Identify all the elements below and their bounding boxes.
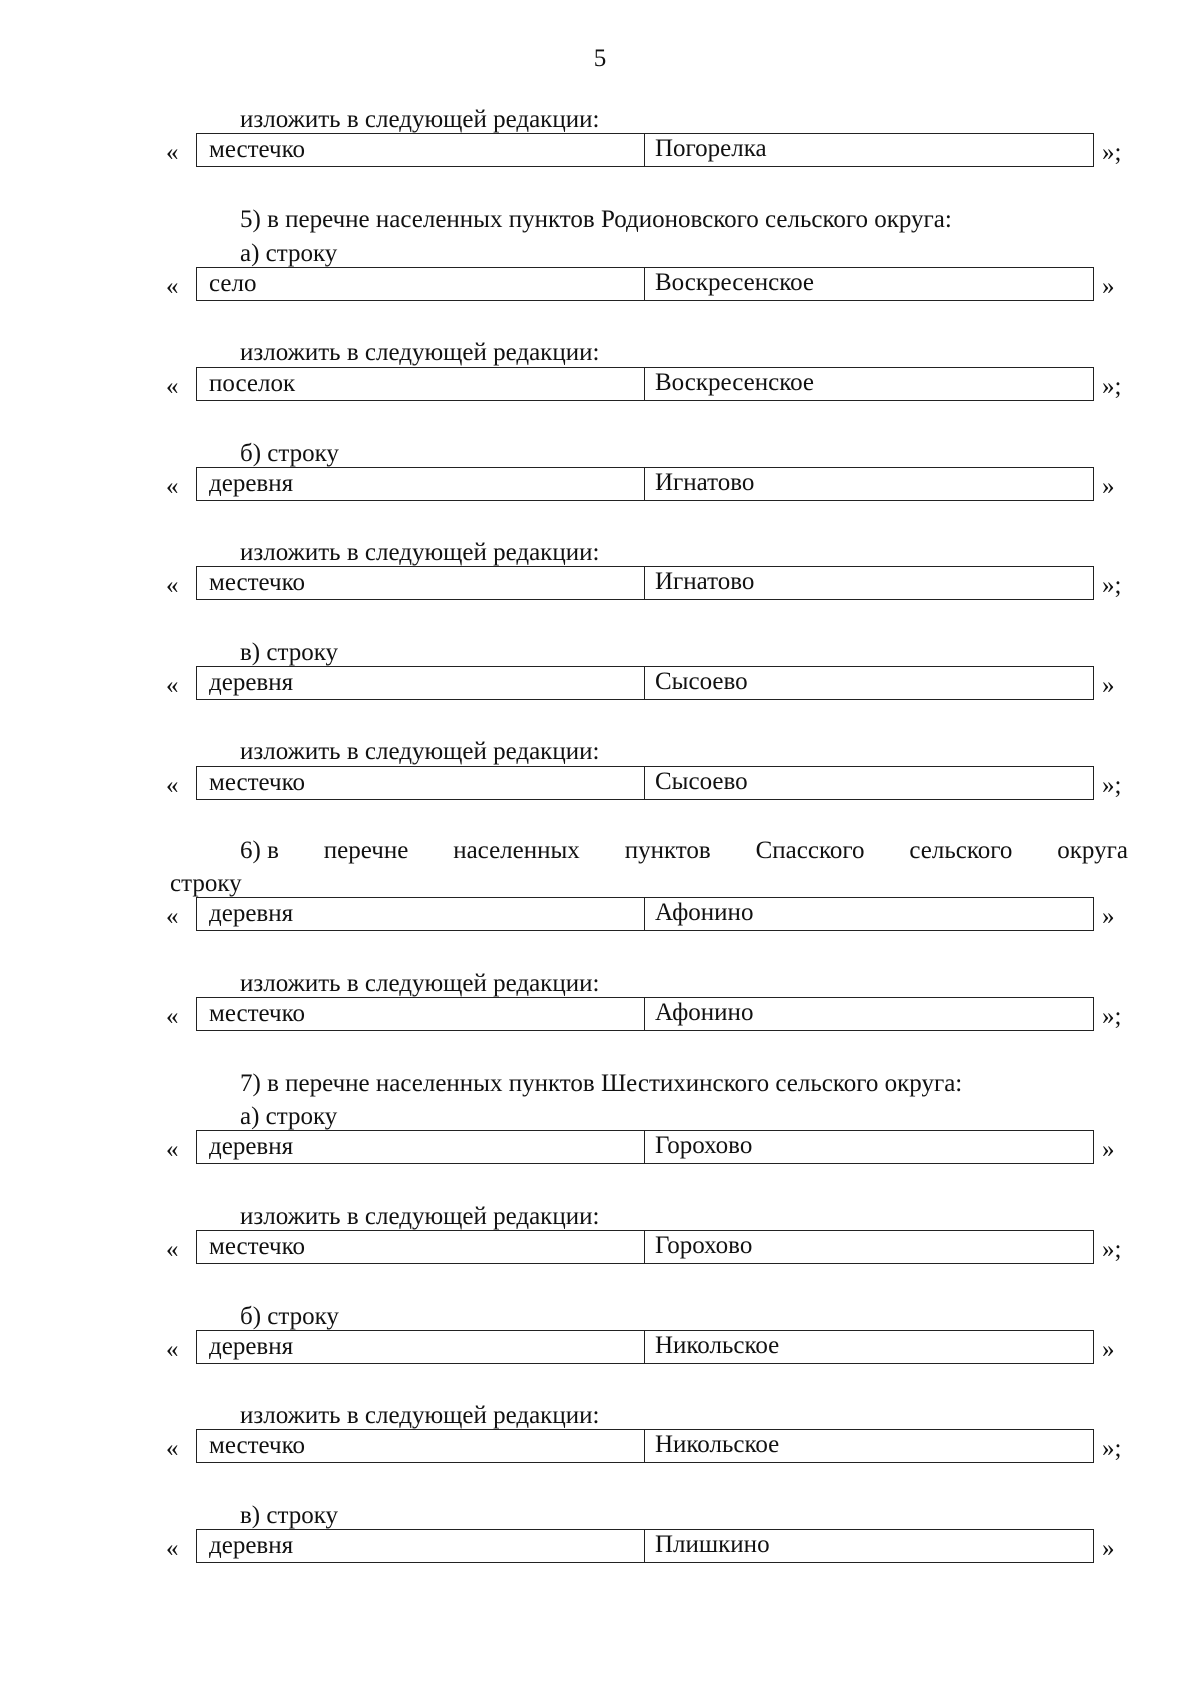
settlement-type-cell: местечко (209, 1000, 305, 1027)
settlement-table-row (160, 897, 1140, 935)
subitem-label: б) строку (240, 440, 339, 467)
closing-quote: »; (1102, 772, 1122, 799)
settlement-table-row (160, 267, 1140, 305)
settlement-name-cell: Игнатово (655, 469, 755, 496)
table-box (196, 133, 1094, 167)
column-divider (644, 268, 645, 300)
settlement-table-row (160, 1230, 1140, 1268)
table-box (196, 367, 1094, 401)
heading-word: населенных (453, 837, 580, 864)
closing-quote: » (1102, 1136, 1115, 1163)
closing-quote: »; (1102, 373, 1122, 400)
settlement-type-cell: село (209, 270, 257, 297)
closing-quote: » (1102, 473, 1115, 500)
opening-quote: « (166, 572, 179, 599)
settlement-name-cell: Воскресенское (655, 369, 815, 396)
table-box (196, 897, 1094, 931)
settlement-type-cell: деревня (209, 1532, 294, 1559)
table-box (196, 1130, 1094, 1164)
opening-quote: « (166, 139, 179, 166)
settlement-type-cell: деревня (209, 900, 294, 927)
table-box (196, 766, 1094, 800)
instruction-text: изложить в следующей редакции: (240, 738, 600, 765)
closing-quote: » (1102, 672, 1115, 699)
section-heading-justified (240, 837, 1128, 865)
settlement-name-cell: Горохово (655, 1132, 753, 1159)
table-box (196, 1330, 1094, 1364)
settlement-table-row (160, 367, 1140, 405)
settlement-table-row (160, 666, 1140, 704)
closing-quote: »; (1102, 139, 1122, 166)
table-box (196, 1529, 1094, 1563)
opening-quote: « (166, 1535, 179, 1562)
table-box (196, 1230, 1094, 1264)
opening-quote: « (166, 1435, 179, 1462)
settlement-name-cell: Афонино (655, 899, 754, 926)
closing-quote: » (1102, 1535, 1115, 1562)
closing-quote: » (1102, 273, 1115, 300)
closing-quote: »; (1102, 1435, 1122, 1462)
subitem-label: а) строку (240, 240, 338, 267)
opening-quote: « (166, 1003, 179, 1030)
settlement-name-cell: Воскресенское (655, 269, 815, 296)
section-heading: 7) в перечне населенных пунктов Шестихинского сельского округа: (240, 1070, 963, 1097)
settlement-type-cell: местечко (209, 1233, 305, 1260)
settlement-type-cell: местечко (209, 136, 305, 163)
settlement-table-row (160, 997, 1140, 1035)
opening-quote: « (166, 473, 179, 500)
opening-quote: « (166, 1136, 179, 1163)
column-divider (644, 767, 645, 799)
heading-word: сельского (909, 837, 1013, 864)
settlement-table-row (160, 1429, 1140, 1467)
settlement-type-cell: местечко (209, 1432, 305, 1459)
instruction-text: изложить в следующей редакции: (240, 339, 600, 366)
instruction-text: изложить в следующей редакции: (240, 539, 600, 566)
settlement-table-row (160, 133, 1140, 171)
subitem-label: б) строку (240, 1303, 339, 1330)
settlement-name-cell: Никольское (655, 1332, 780, 1359)
settlement-name-cell: Никольское (655, 1431, 780, 1458)
table-box (196, 1429, 1094, 1463)
column-divider (644, 468, 645, 500)
settlement-name-cell: Сысоево (655, 668, 748, 695)
column-divider (644, 898, 645, 930)
opening-quote: « (166, 1236, 179, 1263)
subitem-label: строку (170, 870, 242, 897)
subitem-label: а) строку (240, 1103, 338, 1130)
instruction-text: изложить в следующей редакции: (240, 1203, 600, 1230)
settlement-name-cell: Погорелка (655, 135, 767, 162)
table-box (196, 467, 1094, 501)
column-divider (644, 998, 645, 1030)
heading-word: перечне (323, 837, 409, 864)
opening-quote: « (166, 273, 179, 300)
section-heading: 5) в перечне населенных пунктов Родионовского сельского округа: (240, 206, 952, 233)
settlement-name-cell: Плишкино (655, 1531, 770, 1558)
table-box (196, 566, 1094, 600)
column-divider (644, 134, 645, 166)
settlement-table-row (160, 1330, 1140, 1368)
settlement-type-cell: деревня (209, 1333, 294, 1360)
instruction-text: изложить в следующей редакции: (240, 1402, 600, 1429)
table-box (196, 997, 1094, 1031)
opening-quote: « (166, 772, 179, 799)
settlement-name-cell: Афонино (655, 999, 754, 1026)
heading-word: пунктов (624, 837, 711, 864)
settlement-type-cell: деревня (209, 669, 294, 696)
settlement-type-cell: местечко (209, 569, 305, 596)
subitem-label: в) строку (240, 639, 338, 666)
column-divider (644, 368, 645, 400)
heading-word: округа (1057, 837, 1128, 864)
settlement-table-row (160, 467, 1140, 505)
column-divider (644, 1530, 645, 1562)
closing-quote: »; (1102, 572, 1122, 599)
settlement-type-cell: местечко (209, 769, 305, 796)
settlement-type-cell: поселок (209, 370, 296, 397)
opening-quote: « (166, 373, 179, 400)
settlement-table-row (160, 1529, 1140, 1567)
instruction-text: изложить в следующей редакции: (240, 970, 600, 997)
closing-quote: »; (1102, 1236, 1122, 1263)
opening-quote: « (166, 672, 179, 699)
page-number: 5 (593, 45, 607, 72)
settlement-table-row (160, 766, 1140, 804)
table-box (196, 666, 1094, 700)
opening-quote: « (166, 903, 179, 930)
heading-word: 6) в (240, 837, 279, 864)
column-divider (644, 1430, 645, 1462)
subitem-label: в) строку (240, 1502, 338, 1529)
closing-quote: » (1102, 1336, 1115, 1363)
column-divider (644, 567, 645, 599)
settlement-table-row (160, 1130, 1140, 1168)
column-divider (644, 1231, 645, 1263)
settlement-table-row (160, 566, 1140, 604)
table-box (196, 267, 1094, 301)
settlement-name-cell: Игнатово (655, 568, 755, 595)
closing-quote: » (1102, 903, 1115, 930)
heading-word: Спасского (755, 837, 865, 864)
instruction-text: изложить в следующей редакции: (240, 106, 600, 133)
settlement-type-cell: деревня (209, 470, 294, 497)
settlement-name-cell: Горохово (655, 1232, 753, 1259)
opening-quote: « (166, 1336, 179, 1363)
closing-quote: »; (1102, 1003, 1122, 1030)
column-divider (644, 1331, 645, 1363)
settlement-type-cell: деревня (209, 1133, 294, 1160)
column-divider (644, 667, 645, 699)
settlement-name-cell: Сысоево (655, 768, 748, 795)
column-divider (644, 1131, 645, 1163)
